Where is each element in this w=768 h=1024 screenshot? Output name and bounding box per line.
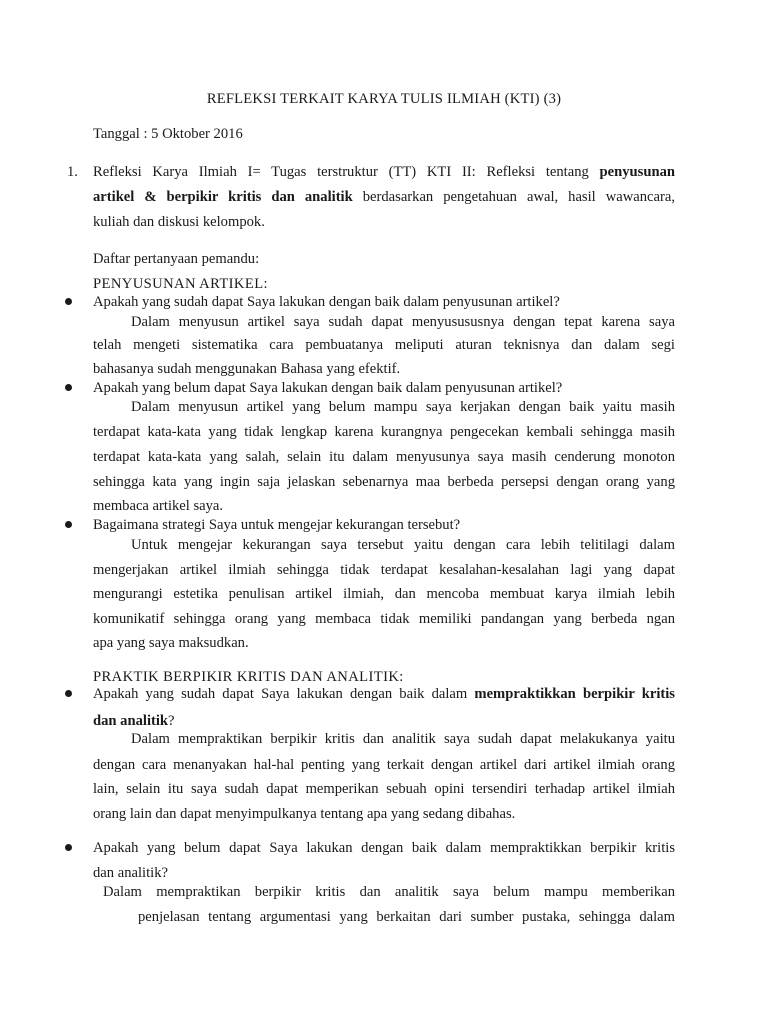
guide-label: Daftar pertanyaan pemandu: <box>93 251 260 267</box>
bullet-icon <box>65 690 72 697</box>
item-number: 1. <box>67 164 78 180</box>
s1-answer-2-line-1: Dalam menyusun artikel yang belum mampu saya kerjakan dengan baik yaitu masih <box>131 399 675 415</box>
s2-answer-1-line-1: Dalam mempraktikan berpikir kritis dan analitik saya sudah dapat melakukanya yaitu <box>131 731 675 747</box>
s1-answer-3-line-4: komunikatif sehingga orang yang membaca tidak memiliki pandangan yang berbeda ngan <box>93 611 675 627</box>
s2-question-1-line-2: dan analitik? <box>93 713 175 729</box>
s1-answer-2-line-5: membaca artikel saya. <box>93 498 224 514</box>
s1-answer-1-line-1: Dalam menyusun artikel saya sudah dapat menyusususnya dengan tepat karena saya <box>131 314 675 330</box>
s2-question-2-line-2: dan analitik? <box>93 865 168 881</box>
s2-question-2-line-1: Apakah yang belum dapat Saya lakukan dengan baik dalam mempraktikkan berpikir kritis <box>93 840 675 856</box>
item1-line-3: kuliah dan diskusi kelompok. <box>93 214 265 230</box>
bullet-icon <box>65 298 72 305</box>
bullet-icon <box>65 844 72 851</box>
s1-answer-3-line-1: Untuk mengejar kekurangan saya tersebut yaitu dengan cara lebih telitilagi dalam <box>131 537 675 553</box>
s1-question-2: Apakah yang belum dapat Saya lakukan dengan baik dalam penyusunan artikel? <box>93 380 563 396</box>
bullet-icon <box>65 384 72 391</box>
s1-answer-3-line-5: apa yang saya maksudkan. <box>93 635 249 651</box>
s1-answer-1-line-2: telah mengeti sistematika cara pembuatanya meliputi aturan teknisnya dan dalam segi <box>93 337 675 353</box>
s1-answer-2-line-2: terdapat kata-kata yang tidak lengkap karena kurangnya pengecekan kembali sehingga masih <box>93 424 675 440</box>
date-line: Tanggal : 5 Oktober 2016 <box>93 126 243 142</box>
s2-question-1-line-1: Apakah yang sudah dapat Saya lakukan dengan baik dalam mempraktikkan berpikir kritis <box>93 686 675 702</box>
s2-answer-1-line-3: lain, selain itu saya sudah dapat memperikan sebuah opini tersendiri terhadap artikel ilmiah <box>93 781 675 797</box>
section-heading-praktik: PRAKTIK BERPIKIR KRITIS DAN ANALITIK: <box>93 669 404 685</box>
item1-line-2: artikel & berpikir kritis dan analitik berdasarkan pengetahuan awal, hasil wawancara, <box>93 189 675 205</box>
s1-answer-3-line-3: mengurangi estetika penulisan artikel ilmiah, dan mencoba membuat karya ilmiah lebih <box>93 586 675 602</box>
item1-line-1: Refleksi Karya Ilmiah I= Tugas terstruktur (TT) KTI II: Refleksi tentang penyusunan <box>93 164 675 180</box>
bullet-icon <box>65 521 72 528</box>
s2-answer-2-line-1: Dalam mempraktikan berpikir kritis dan analitik saya belum mampu memberikan <box>103 884 675 900</box>
s2-answer-1-line-4: orang lain dan dapat menyimpulkanya tentang apa yang sedang dibahas. <box>93 806 516 822</box>
s1-question-1: Apakah yang sudah dapat Saya lakukan dengan baik dalam penyusunan artikel? <box>93 294 560 310</box>
document-title: REFLEKSI TERKAIT KARYA TULIS ILMIAH (KTI) (3) <box>206 91 562 107</box>
s2-answer-1-line-2: dengan cara menanyakan hal-hal penting yang terkait dengan artikel dari artikel ilmiah orang <box>93 757 675 773</box>
section-heading-penyusunan: PENYUSUNAN ARTIKEL: <box>93 276 268 292</box>
s1-answer-2-line-3: terdapat kata-kata yang salah, selain itu dalam menyusunya saya masih cenderung monoton <box>93 449 675 465</box>
s1-answer-2-line-4: sehingga kata yang ingin saja jelaskan sebenarnya maa berbeda persepsi dengan orang yang <box>93 474 675 490</box>
s1-question-3: Bagaimana strategi Saya untuk mengejar kekurangan tersebut? <box>93 517 461 533</box>
s2-answer-2-line-2: penjelasan tentang argumentasi yang berkaitan dari sumber pustaka, sehingga dalam <box>138 909 675 925</box>
s1-answer-1-line-3: bahasanya sudah menggunakan Bahasa yang efektif. <box>93 361 401 377</box>
s1-answer-3-line-2: mengerjakan artikel ilmiah sehingga tidak terdapat kesalahan-kesalahan lagi yang dapat <box>93 562 675 578</box>
